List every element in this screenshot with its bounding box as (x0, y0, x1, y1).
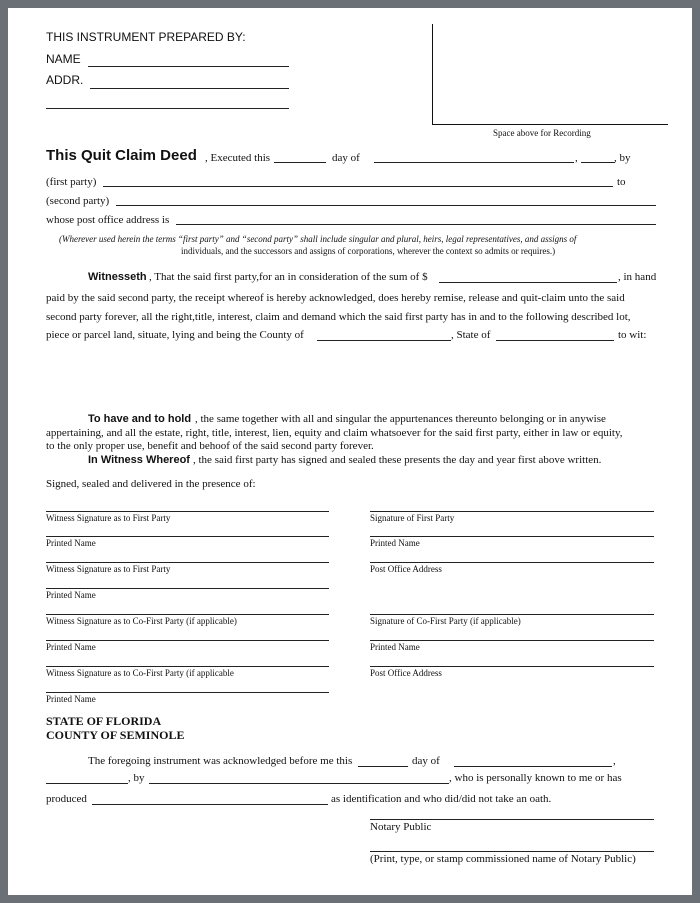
date-comma: , (575, 152, 578, 164)
in-hand-text: , in hand (618, 271, 657, 283)
to-have-line-2: appertaining, and all the estate, right, title, interest, lien, equity and claim whatsoever for the said first party, either in law or equity, (46, 427, 623, 439)
witness-1-signature-line[interactable] (46, 511, 329, 512)
executed-month-field[interactable] (374, 162, 574, 163)
executed-day-field[interactable] (274, 162, 326, 163)
executed-year-field[interactable] (581, 162, 615, 163)
witness-1-printed-label: Printed Name (46, 538, 96, 548)
witnesseth-line-3: second party forever, all the right,title, interest, claim and demand which the said first party has in and to the following described lot, (46, 311, 631, 323)
witness-3-printed-line[interactable] (46, 640, 329, 641)
witness-1-printed-line[interactable] (46, 536, 329, 537)
notary-name-label: (Print, type, or stamp commissioned name of Notary Public) (370, 853, 636, 865)
addr-field-line-2[interactable] (46, 108, 289, 109)
to-wit-text: to wit: (618, 329, 647, 341)
in-witness-whereof-text: , the said first party has signed and sealed these presents the day and year first above written. (193, 454, 602, 466)
co-first-party-signature-line[interactable] (370, 614, 654, 615)
name-label: NAME (46, 52, 81, 66)
co-first-party-printed-line[interactable] (370, 640, 654, 641)
deed-form-page (8, 8, 692, 895)
ack-month-field[interactable] (454, 766, 612, 767)
recording-box-bottom-border (432, 124, 668, 125)
co-first-party-signature-label: Signature of Co-First Party (if applicable) (370, 616, 521, 626)
first-party-field[interactable] (103, 186, 613, 187)
witness-4-printed-label: Printed Name (46, 694, 96, 704)
second-party-label: (second party) (46, 195, 110, 207)
witness-4-signature-label: Witness Signature as to Co-First Party (if applicable (46, 668, 234, 678)
to-text: to (617, 176, 626, 188)
notary-public-label: Notary Public (370, 821, 432, 833)
prepared-by-heading: THIS INSTRUMENT PREPARED BY: (46, 30, 246, 44)
post-office-label: whose post office address is (46, 214, 170, 226)
signed-sealed-text: Signed, sealed and delivered in the presence of: (46, 478, 256, 490)
witness-2-signature-line[interactable] (46, 562, 329, 563)
name-field-line[interactable] (88, 66, 289, 67)
witness-3-signature-line[interactable] (46, 614, 329, 615)
identification-field[interactable] (92, 804, 328, 805)
recording-caption: Space above for Recording (493, 128, 591, 138)
consideration-sum-field[interactable] (439, 282, 617, 283)
witnesseth-line-2: paid by the said second party, the receipt whereof is hereby acknowledged, does hereby remise, release and quit-claim unto the said (46, 292, 625, 304)
executed-this-text: , Executed this (205, 152, 271, 164)
to-have-line-3: to the only proper use, benefit and behoof of the said second party forever. (46, 440, 374, 452)
day-of-text: day of (332, 152, 360, 164)
addr-field-line[interactable] (90, 88, 289, 89)
ack-by-text: , by (128, 772, 145, 784)
witness-3-signature-label: Witness Signature as to Co-First Party (if applicable) (46, 616, 237, 626)
definition-note-line-1: (Wherever used herein the terms “first party” and “second party” shall include singular and plural, heirs, legal representatives, and assigns of (59, 234, 577, 244)
ack-day-field[interactable] (358, 766, 408, 767)
recording-box-left-border (432, 24, 433, 125)
witness-3-printed-label: Printed Name (46, 642, 96, 652)
witnesseth-line-4: piece or parcel land, situate, lying and being the County of (46, 329, 304, 341)
first-party-printed-line[interactable] (370, 536, 654, 537)
to-have-label: To have and to hold (88, 413, 192, 425)
ack-day-of-text: day of (412, 755, 440, 767)
state-field[interactable] (496, 340, 614, 341)
county-field[interactable] (317, 340, 451, 341)
addr-label: ADDR. (46, 73, 84, 87)
ack-year-field[interactable] (46, 783, 128, 784)
by-text: , by (614, 152, 631, 164)
co-first-party-printed-label: Printed Name (370, 642, 420, 652)
witnesseth-label: Witnesseth (88, 271, 147, 283)
witness-2-printed-line[interactable] (46, 588, 329, 589)
notary-name-line[interactable] (370, 851, 654, 852)
deed-title: This Quit Claim Deed (46, 147, 197, 164)
first-party-signature-label: Signature of First Party (370, 513, 455, 523)
first-party-printed-label: Printed Name (370, 538, 420, 548)
co-first-party-address-line[interactable] (370, 666, 654, 667)
witness-4-printed-line[interactable] (46, 692, 329, 693)
witnesseth-text: , That the said first party,for an in consideration of the sum of $ (149, 271, 428, 283)
produced-text: produced (46, 793, 87, 805)
to-have-text: , the same together with all and singular the appurtenances thereunto belonging or in anywise (195, 413, 606, 425)
witness-2-printed-label: Printed Name (46, 590, 96, 600)
witness-4-signature-line[interactable] (46, 666, 329, 667)
state-of-text: , State of (451, 329, 491, 341)
in-witness-whereof-label: In Witness Whereof (88, 454, 190, 466)
notary-signature-line[interactable] (370, 819, 654, 820)
witness-2-signature-label: Witness Signature as to First Party (46, 564, 171, 574)
post-office-field[interactable] (176, 224, 656, 225)
first-party-address-line[interactable] (370, 562, 654, 563)
first-party-address-label: Post Office Address (370, 564, 442, 574)
definition-note-line-2: individuals, and the successors and assigns of corporations, wherever the context so admits or requires.) (181, 246, 556, 256)
ack-person-field[interactable] (149, 783, 449, 784)
state-heading: STATE OF FLORIDA (46, 714, 162, 728)
county-heading: COUNTY OF SEMINOLE (46, 728, 185, 742)
known-text: , who is personally known to me or has (449, 772, 622, 784)
co-first-party-address-label: Post Office Address (370, 668, 442, 678)
identification-text: as identification and who did/did not take an oath. (331, 793, 552, 805)
witness-1-signature-label: Witness Signature as to First Party (46, 513, 171, 523)
first-party-signature-line[interactable] (370, 511, 654, 512)
first-party-label: (first party) (46, 176, 97, 188)
second-party-field[interactable] (116, 205, 656, 206)
ack-comma: , (613, 755, 616, 767)
acknowledged-text: The foregoing instrument was acknowledged before me this (88, 755, 353, 767)
